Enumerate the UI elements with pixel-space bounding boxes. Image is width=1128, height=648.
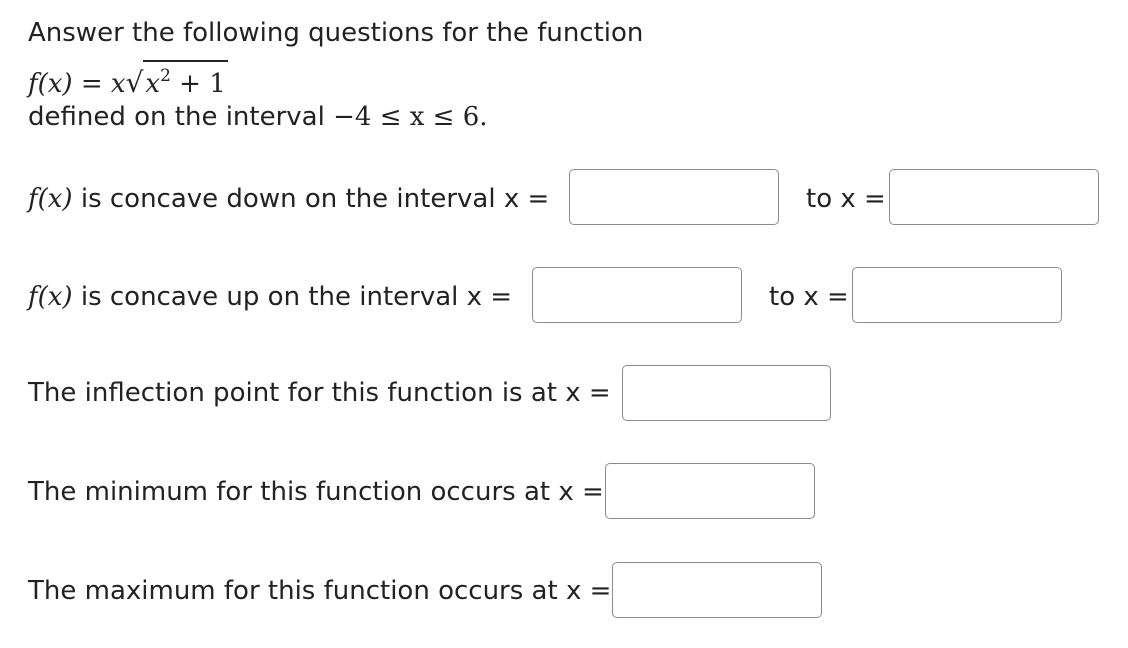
concave-down-fx: f(x) (28, 184, 73, 214)
concave-up-from-input[interactable] (532, 267, 742, 323)
function-definition (28, 60, 228, 99)
function-equals: = (80, 69, 103, 99)
concave-down-label (28, 184, 549, 214)
interval-math: −4 ≤ x ≤ 6. (333, 102, 488, 132)
concave-up-label (28, 282, 512, 312)
sqrt-radicand (143, 60, 227, 98)
concave-up-to-label: to x = (769, 282, 849, 312)
concave-up-to-input[interactable] (852, 267, 1062, 323)
concave-down-text: is concave down on the interval x = (72, 184, 550, 214)
radicand-base: x (145, 69, 161, 99)
intro-line-1: Answer the following questions for the function (28, 18, 644, 48)
maximum-label: The maximum for this function occurs at x = (28, 576, 612, 606)
inflection-input[interactable] (622, 365, 831, 421)
function-lhs: f(x) (28, 69, 73, 99)
function-x-factor: x (110, 69, 126, 99)
interval-text: defined on the interval (28, 102, 325, 132)
maximum-input[interactable] (612, 562, 822, 618)
concave-up-text: is concave up on the interval x = (72, 282, 513, 312)
minimum-label: The minimum for this function occurs at x = (28, 477, 604, 507)
minimum-input[interactable] (605, 463, 815, 519)
concave-down-from-input[interactable] (569, 169, 779, 225)
concave-down-to-input[interactable] (889, 169, 1099, 225)
concave-up-fx: f(x) (28, 282, 73, 312)
intro-line-3 (28, 102, 488, 132)
sqrt-icon: √ (125, 66, 144, 99)
inflection-label: The inflection point for this function is at x = (28, 378, 611, 408)
radicand-exponent: 2 (160, 66, 171, 86)
radicand-rest: + 1 (170, 69, 226, 99)
concave-down-to-label: to x = (806, 184, 886, 214)
